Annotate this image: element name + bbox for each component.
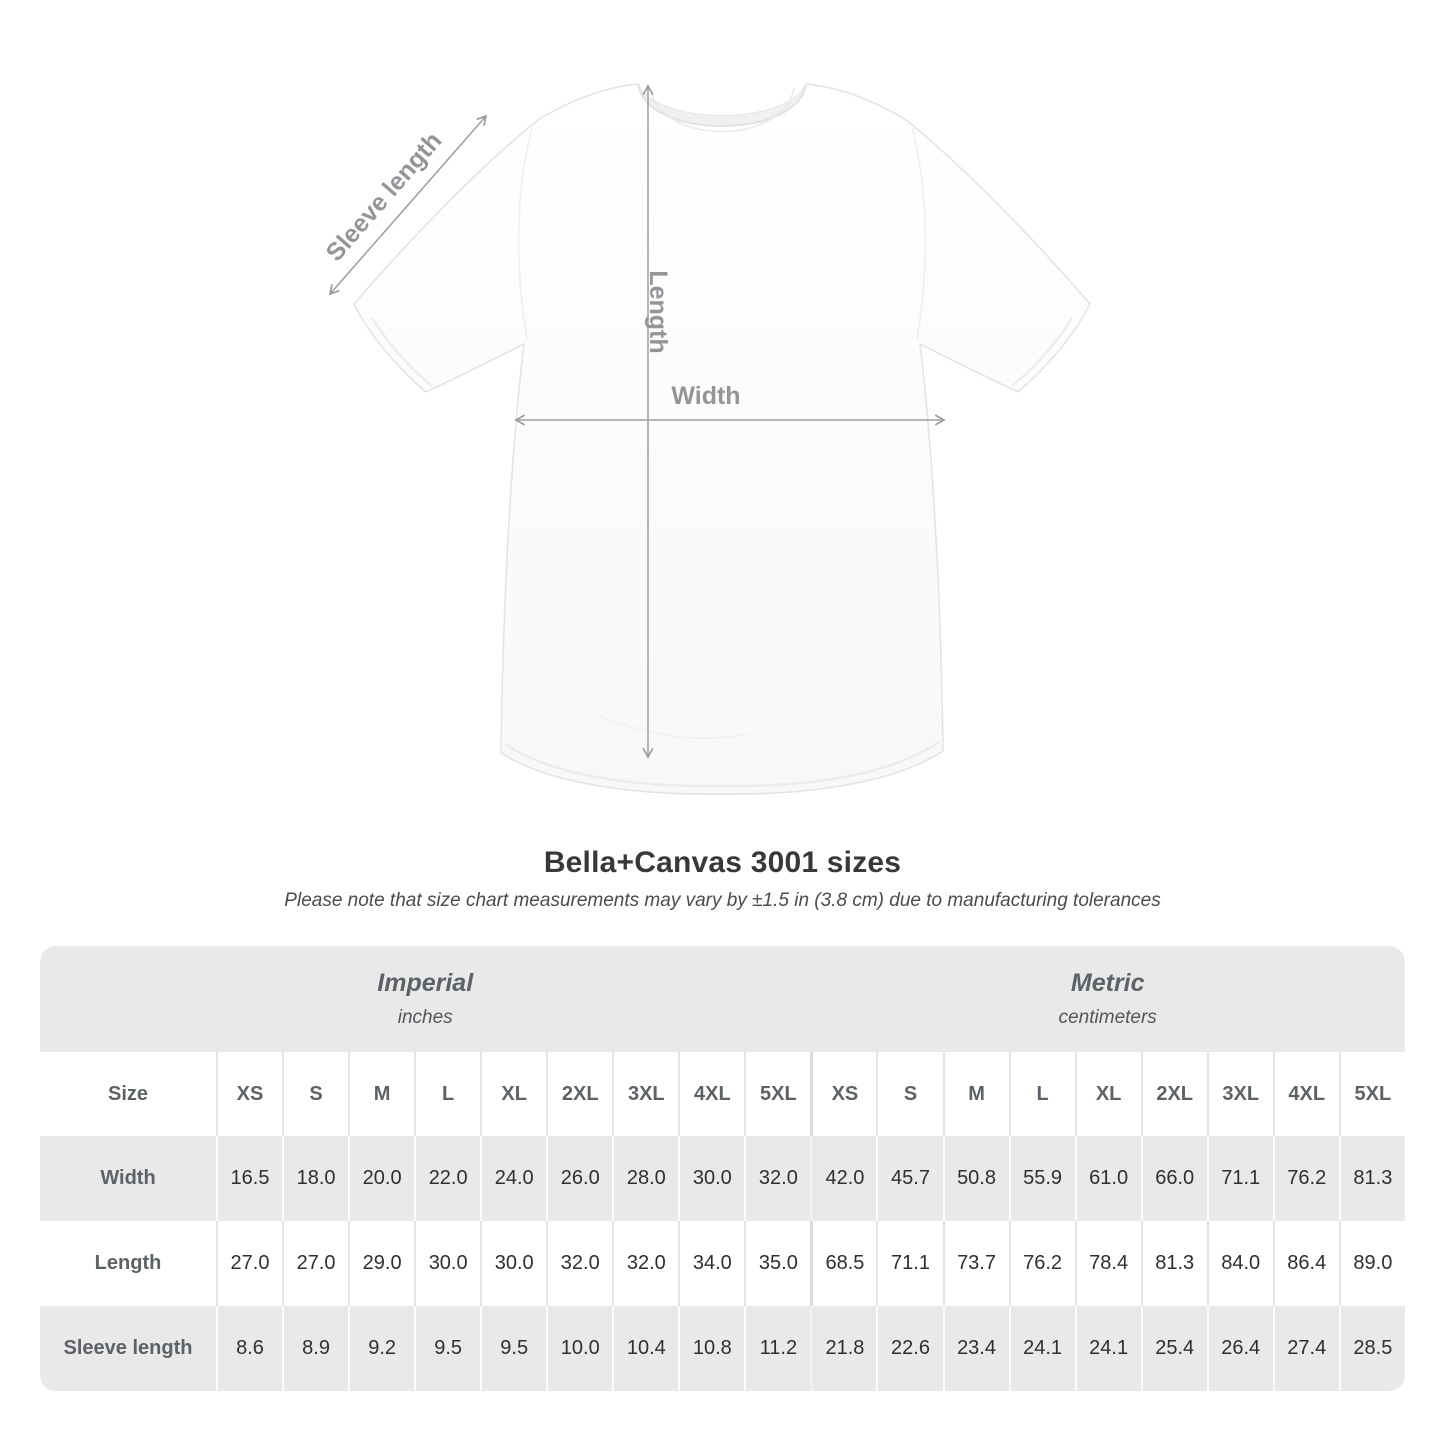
unit-group-row — [40, 946, 1405, 1052]
measurement-row — [40, 1306, 1405, 1391]
size-header-row — [40, 1052, 1405, 1136]
metric-value-cell: 71.1 — [876, 1221, 942, 1306]
tolerance-note: Please note that size chart measurements may vary by ±1.5 in (3.8 cm) due to manufacturing tolerances — [284, 890, 1161, 911]
metric-value-cell: 27.4 — [1273, 1306, 1339, 1391]
measurement-rows — [40, 1136, 1405, 1391]
metric-value-cell: 84.0 — [1207, 1221, 1273, 1306]
size-col-header-metric: 5XL — [1339, 1052, 1405, 1136]
imperial-value-cell: 27.0 — [216, 1221, 282, 1306]
measurement-row — [40, 1136, 1405, 1221]
imperial-value-cell: 27.0 — [282, 1221, 348, 1306]
imperial-value-cell: 32.0 — [546, 1221, 612, 1306]
metric-value-cell: 71.1 — [1207, 1136, 1273, 1221]
metric-value-cell: 61.0 — [1075, 1136, 1141, 1221]
metric-unit: centimeters — [1058, 1007, 1157, 1028]
imperial-value-cell: 10.8 — [678, 1306, 744, 1391]
metric-value-cell: 68.5 — [810, 1221, 876, 1306]
imperial-value-cell: 22.0 — [414, 1136, 480, 1221]
size-col-header-imperial: S — [282, 1052, 348, 1136]
metric-value-cell: 50.8 — [943, 1136, 1009, 1221]
imperial-value-cell: 30.0 — [480, 1221, 546, 1306]
imperial-value-cell: 8.6 — [216, 1306, 282, 1391]
size-col-header-imperial: XL — [480, 1052, 546, 1136]
size-col-header-imperial: 3XL — [612, 1052, 678, 1136]
size-col-header-metric: 4XL — [1273, 1052, 1339, 1136]
measurement-row — [40, 1221, 1405, 1306]
imperial-value-cell: 11.2 — [744, 1306, 810, 1391]
metric-value-cell: 26.4 — [1207, 1306, 1273, 1391]
metric-value-cell: 28.5 — [1339, 1306, 1405, 1391]
size-column-header: Size — [40, 1052, 216, 1136]
imperial-value-cell: 10.0 — [546, 1306, 612, 1391]
metric-value-cell: 42.0 — [810, 1136, 876, 1221]
metric-value-cell: 73.7 — [943, 1221, 1009, 1306]
metric-group-header — [810, 946, 1405, 1052]
page-title: Bella+Canvas 3001 sizes — [543, 846, 902, 879]
size-col-header-imperial: M — [348, 1052, 414, 1136]
imperial-value-cell: 24.0 — [480, 1136, 546, 1221]
width-label: Width — [671, 382, 741, 410]
metric-value-cell: 78.4 — [1075, 1221, 1141, 1306]
imperial-value-cell: 30.0 — [678, 1136, 744, 1221]
imperial-label: Imperial — [377, 969, 474, 997]
metric-label: Metric — [1070, 969, 1145, 997]
imperial-value-cell: 10.4 — [612, 1306, 678, 1391]
metric-value-cell: 81.3 — [1141, 1221, 1207, 1306]
tshirt-illustration — [354, 84, 1090, 794]
metric-value-cell: 86.4 — [1273, 1221, 1339, 1306]
imperial-value-cell: 16.5 — [216, 1136, 282, 1221]
metric-value-cell: 89.0 — [1339, 1221, 1405, 1306]
imperial-value-cell: 9.2 — [348, 1306, 414, 1391]
metric-value-cell: 24.1 — [1075, 1306, 1141, 1391]
size-col-header-metric: M — [943, 1052, 1009, 1136]
tshirt-body — [354, 84, 1090, 794]
size-col-header-metric: S — [876, 1052, 942, 1136]
imperial-value-cell: 32.0 — [612, 1221, 678, 1306]
size-col-header-metric: 2XL — [1141, 1052, 1207, 1136]
imperial-unit: inches — [397, 1007, 453, 1028]
metric-value-cell: 23.4 — [943, 1306, 1009, 1391]
size-col-header-metric: L — [1009, 1052, 1075, 1136]
imperial-value-cell: 35.0 — [744, 1221, 810, 1306]
metric-value-cell: 25.4 — [1141, 1306, 1207, 1391]
size-col-header-imperial: XS — [216, 1052, 282, 1136]
length-label: Length — [644, 270, 672, 354]
size-col-header-imperial: L — [414, 1052, 480, 1136]
row-label: Sleeve length — [40, 1306, 216, 1391]
size-col-header-imperial: 2XL — [546, 1052, 612, 1136]
metric-value-cell: 24.1 — [1009, 1306, 1075, 1391]
metric-value-cell: 76.2 — [1273, 1136, 1339, 1221]
imperial-value-cell: 29.0 — [348, 1221, 414, 1306]
size-col-header-imperial: 4XL — [678, 1052, 744, 1136]
metric-value-cell: 81.3 — [1339, 1136, 1405, 1221]
sleeve-length-label: Sleeve length — [320, 126, 448, 267]
size-table — [40, 946, 1405, 1391]
imperial-value-cell: 26.0 — [546, 1136, 612, 1221]
metric-value-cell: 76.2 — [1009, 1221, 1075, 1306]
imperial-group-header — [40, 946, 810, 1052]
size-col-header-metric: XL — [1075, 1052, 1141, 1136]
imperial-value-cell: 18.0 — [282, 1136, 348, 1221]
size-table-grid — [40, 946, 1405, 1391]
imperial-value-cell: 9.5 — [480, 1306, 546, 1391]
metric-value-cell: 66.0 — [1141, 1136, 1207, 1221]
metric-value-cell: 45.7 — [876, 1136, 942, 1221]
imperial-value-cell: 32.0 — [744, 1136, 810, 1221]
row-label: Width — [40, 1136, 216, 1221]
metric-value-cell: 21.8 — [810, 1306, 876, 1391]
size-col-header-imperial: 5XL — [744, 1052, 810, 1136]
row-label: Length — [40, 1221, 216, 1306]
metric-value-cell: 55.9 — [1009, 1136, 1075, 1221]
imperial-value-cell: 30.0 — [414, 1221, 480, 1306]
metric-value-cell: 22.6 — [876, 1306, 942, 1391]
size-col-header-metric: 3XL — [1207, 1052, 1273, 1136]
imperial-value-cell: 8.9 — [282, 1306, 348, 1391]
imperial-value-cell: 20.0 — [348, 1136, 414, 1221]
imperial-value-cell: 28.0 — [612, 1136, 678, 1221]
size-col-header-metric: XS — [810, 1052, 876, 1136]
imperial-value-cell: 34.0 — [678, 1221, 744, 1306]
imperial-value-cell: 9.5 — [414, 1306, 480, 1391]
